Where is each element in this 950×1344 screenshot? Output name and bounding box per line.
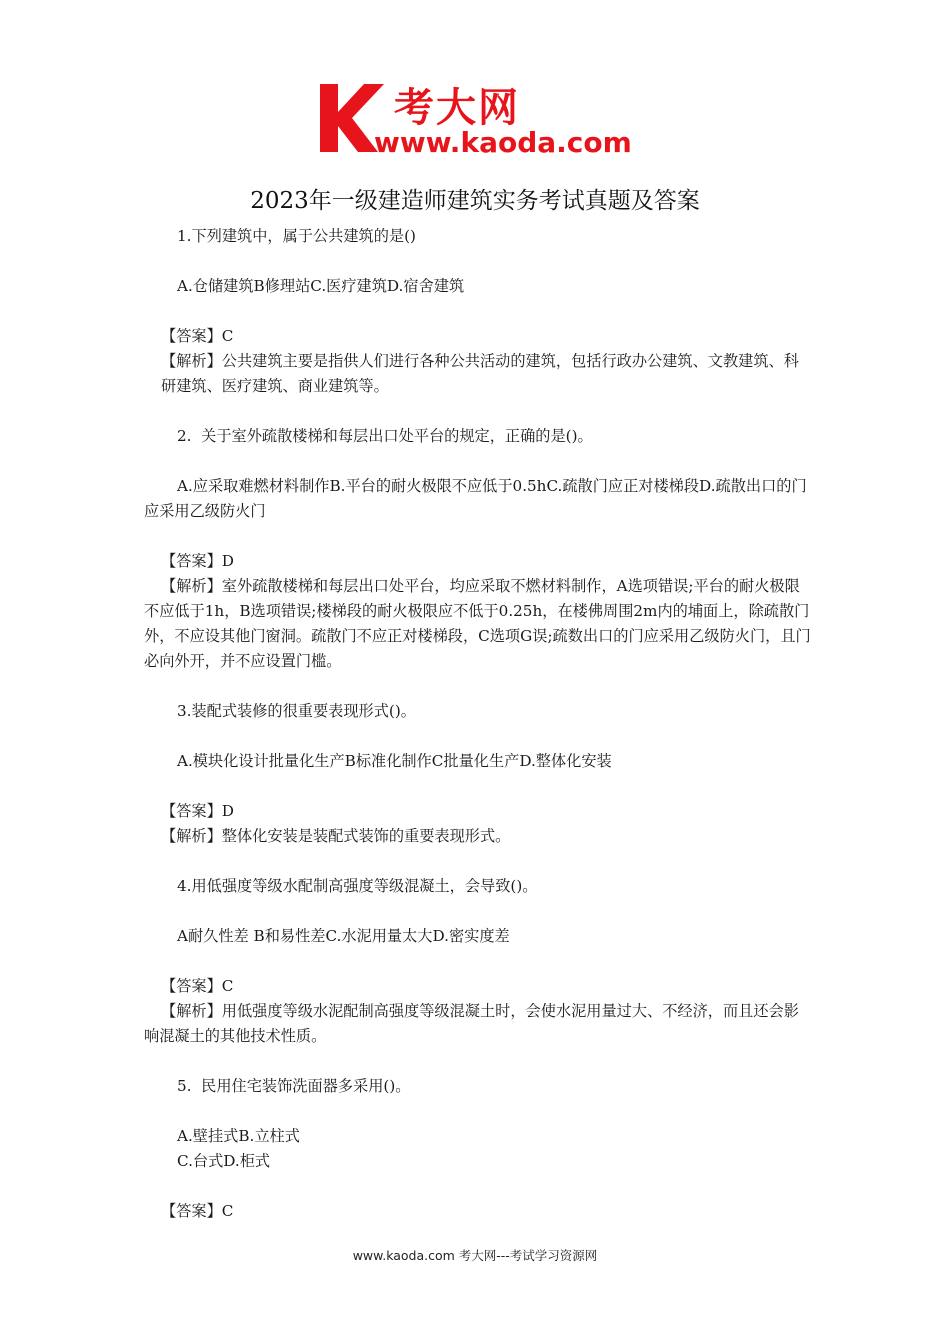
question-1-answer: 【答案】C xyxy=(161,327,234,345)
logo-url: www.kaoda.com xyxy=(374,126,632,159)
question-1-analysis xyxy=(144,349,812,399)
kaoda-logo xyxy=(318,78,638,160)
question-2-analysis: 【解析】室外疏散楼梯和每层出口处平台，均应采取不燃材料制作，A选项错误;平台的耐火极限不应低于1h，B选项错误;楼梯段的耐火极限应不低于0.25h，在楼佛周围2m内的埔面上，除疏散门外，不应设其他门窗洞。疏散门不应正对楼梯段，C选项G误;疏数出口的门应采用乙级防火门，且门必向外开，并不应设置门槛。 xyxy=(144,577,811,670)
question-3-options: A.模块化设计批量化生产B标准化制作C批量化生产D.整体化安装 xyxy=(177,752,612,770)
question-2-answer: 【答案】D xyxy=(161,552,234,570)
page-title: 2023年一级建造师建筑实务考试真题及答案 xyxy=(250,188,700,214)
question-4-answer: 【答案】C xyxy=(161,977,234,995)
question-2-options: A.应采取难燃材料制作B.平台的耐火极限不应低于0.5hC.疏散门应正对楼梯段D.疏散出口的门应采用乙级防火门 xyxy=(144,477,807,520)
question-1-options: A.仓储建筑B修理站C.医疗建筑D.宿舍建筑 xyxy=(177,277,465,295)
question-5-options-line-2: C.台式D.柜式 xyxy=(177,1152,271,1170)
question-4-analysis: 【解析】用低强度等级水泥配制高强度等级混凝土时，会使水泥用量过大、不经济，而且还会影响混凝土的其他技术性质。 xyxy=(144,1002,799,1045)
question-3-analysis: 【解析】整体化安装是装配式装饰的重要表现形式。 xyxy=(161,827,511,845)
document-body xyxy=(144,224,812,1224)
question-3: 3.装配式装修的很重要表现形式()。 xyxy=(177,702,416,720)
question-1-analysis-text: 【解析】公共建筑主要是指供人们进行各种公共活动的建筑，包括行政办公建筑、文教建筑、科研建筑、医疗建筑、商业建筑等。 xyxy=(161,352,799,395)
page-footer: www.kaoda.com 考大网---考试学习资源网 xyxy=(352,1248,598,1263)
question-4-options: A耐久性差 B和易性差C.水泥用量太大D.密实度差 xyxy=(177,927,510,945)
question-1: 1.下列建筑中，属于公共建筑的是() xyxy=(177,227,416,245)
question-3-answer: 【答案】D xyxy=(161,802,234,820)
question-2: 2. 关于室外疏散楼梯和每层出口处平台的规定，正确的是()。 xyxy=(177,427,593,445)
question-5-options-line-1: A.壁挂式B.立柱式 xyxy=(177,1127,300,1145)
question-5: 5. 民用住宅装饰洗面器多采用()。 xyxy=(177,1077,411,1095)
question-4: 4.用低强度等级水配制高强度等级混凝土，会导致()。 xyxy=(177,877,538,895)
logo-chinese-name: 考大网 xyxy=(394,85,520,131)
question-5-answer: 【答案】C xyxy=(161,1202,234,1220)
